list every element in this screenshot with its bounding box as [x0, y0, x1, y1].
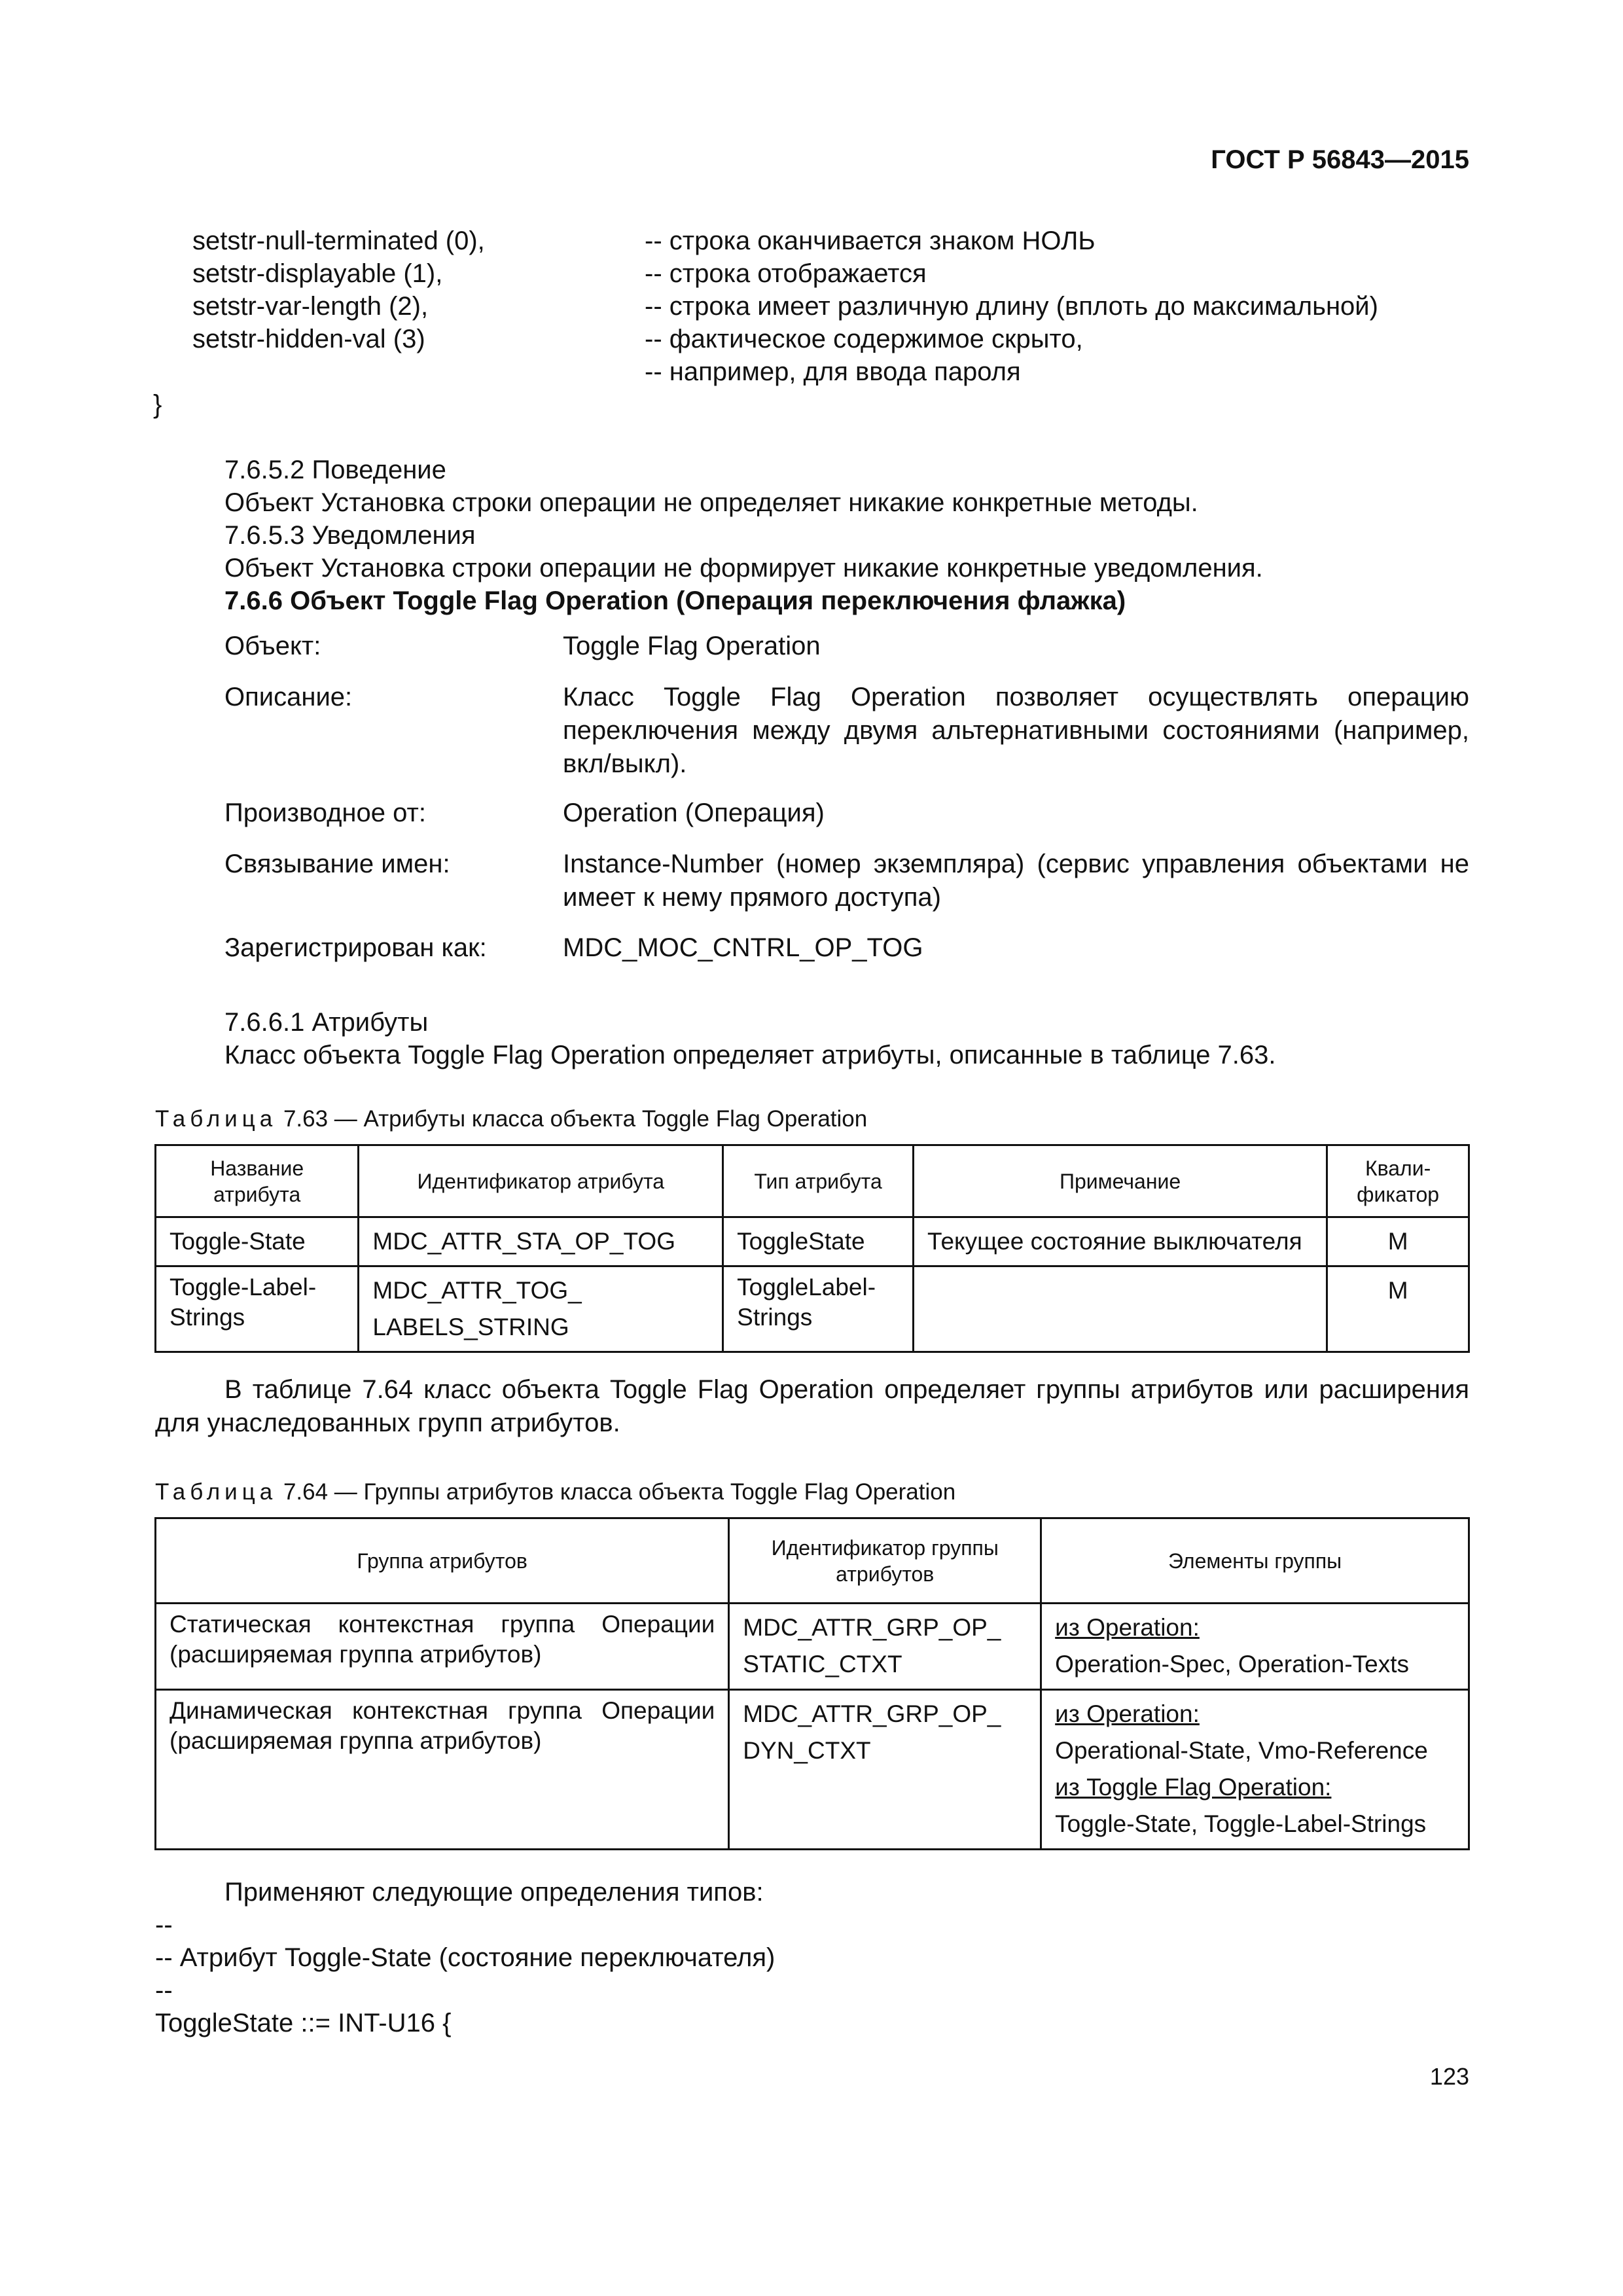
table-cell: Динамическая контекстная группа Операции (расширяемая группа атрибутов)	[156, 1690, 729, 1850]
table-cell: Текущее состояние выключателя	[913, 1217, 1327, 1266]
table-cell	[1041, 1604, 1469, 1690]
definition-value: Operation (Операция)	[563, 798, 825, 827]
table-cell: Статическая контекстная группа Операции (расширяемая группа атрибутов)	[156, 1604, 729, 1690]
type-line: --	[155, 1910, 173, 1939]
code-comment: -- фактическое содержимое скрыто,	[645, 325, 1083, 353]
group-elements: Operation-Spec, Operation-Texts	[1055, 1651, 1410, 1677]
object-heading: 7.6.6 Объект Toggle Flag Operation (Операция переключения флажка)	[224, 586, 1126, 615]
definition-value: Instance-Number (номер экземпляра) (сервис управления объектами не имеет к нему прямого доступа)	[563, 850, 1469, 912]
closing-brace: }	[153, 390, 162, 419]
group-elements: Toggle-State, Toggle-Label-Strings	[1055, 1810, 1427, 1837]
table-caption	[155, 1479, 955, 1505]
types-intro: Применяют следующие определения типов:	[224, 1878, 764, 1907]
table-header-cell: Группа атрибутов	[156, 1518, 729, 1604]
definition-label: Описание:	[224, 683, 353, 711]
definition-value: MDC_MOC_CNTRL_OP_TOG	[563, 933, 923, 962]
group-source: из Operation:	[1055, 1614, 1200, 1641]
table-cell: M	[1327, 1266, 1469, 1352]
document-id: ГОСТ Р 56843—2015	[1211, 145, 1469, 174]
table-header-cell: Идентификатор группы атрибутов	[729, 1518, 1041, 1604]
section-text: Класс объекта Toggle Flag Operation определяет атрибуты, описанные в таблице 7.63.	[224, 1041, 1276, 1069]
table-row	[156, 1266, 1469, 1352]
table-caption	[155, 1106, 867, 1132]
definition-label: Зарегистрирован как:	[224, 933, 487, 962]
section-text: Объект Установка строки операции не формирует никакие конкретные уведомления.	[224, 554, 1263, 583]
table-header-cell: Элементы группы	[1041, 1518, 1469, 1604]
caption-prefix: Таблица	[155, 1106, 277, 1132]
section-title: 7.6.5.3 Уведомления	[224, 521, 476, 550]
group-source: из Operation:	[1055, 1700, 1200, 1727]
code-comment: -- строка оканчивается знаком НОЛЬ	[645, 226, 1096, 255]
table-header-cell: Название атрибута	[156, 1145, 359, 1217]
table-header-row	[156, 1145, 1469, 1217]
type-line: ToggleState ::= INT-U16 {	[155, 2009, 452, 2037]
definition-label: Связывание имен:	[224, 850, 450, 878]
table-row	[156, 1604, 1469, 1690]
table-cell	[1041, 1690, 1469, 1850]
body-paragraph: В таблице 7.64 класс объекта Toggle Flag Operation определяет группы атрибутов или расширения для унаследованных групп атрибутов.	[155, 1375, 1469, 1437]
code-comment: -- например, для ввода пароля	[645, 357, 1021, 386]
table-cell: M	[1327, 1217, 1469, 1266]
code-line: setstr-hidden-val (3)	[192, 325, 425, 353]
table-cell: Toggle-Label-Strings	[156, 1266, 359, 1352]
definition-label: Производное от:	[224, 798, 426, 827]
table-cell: MDC_ATTR_GRP_OP_ STATIC_CTXT	[729, 1604, 1041, 1690]
code-comment: -- строка имеет различную длину (вплоть до максимальной)	[645, 292, 1378, 321]
table-row	[156, 1217, 1469, 1266]
definition-label: Объект:	[224, 632, 321, 660]
table-cell	[913, 1266, 1327, 1352]
table-cell: MDC_ATTR_GRP_OP_ DYN_CTXT	[729, 1690, 1041, 1850]
section-text: Объект Установка строки операции не определяет никакие конкретные методы.	[224, 488, 1198, 517]
table-cell: Toggle-State	[156, 1217, 359, 1266]
section-title: 7.6.5.2 Поведение	[224, 456, 446, 484]
group-source: из Toggle Flag Operation:	[1055, 1774, 1332, 1801]
code-line: setstr-null-terminated (0),	[192, 226, 485, 255]
table-row	[156, 1690, 1469, 1850]
table-header-cell: Квали-фикатор	[1327, 1145, 1469, 1217]
type-line: --	[155, 1976, 173, 2005]
table-cell: ToggleLabel-Strings	[723, 1266, 914, 1352]
table-header-cell: Примечание	[913, 1145, 1327, 1217]
code-comment: -- строка отображается	[645, 259, 927, 288]
group-elements: Operational-State, Vmo-Reference	[1055, 1737, 1428, 1764]
table-cell: ToggleState	[723, 1217, 914, 1266]
caption-text: 7.63 — Атрибуты класса объекта Toggle Flag Operation	[277, 1106, 868, 1132]
table-header-row	[156, 1518, 1469, 1604]
attributes-table	[154, 1144, 1470, 1353]
code-line: setstr-var-length (2),	[192, 292, 429, 321]
table-cell: MDC_ATTR_STA_OP_TOG	[359, 1217, 723, 1266]
attribute-groups-table	[154, 1517, 1470, 1850]
definition-value: Класс Toggle Flag Operation позволяет осуществлять операцию переключения между двумя альтернативными состояниями (например, вкл/выкл).	[563, 683, 1469, 778]
page-number: 123	[1429, 2063, 1469, 2090]
code-line: setstr-displayable (1),	[192, 259, 443, 288]
section-title: 7.6.6.1 Атрибуты	[224, 1008, 429, 1037]
table-header-cell: Идентификатор атрибута	[359, 1145, 723, 1217]
definition-value: Toggle Flag Operation	[563, 632, 821, 660]
table-cell: MDC_ATTR_TOG_ LABELS_STRING	[359, 1266, 723, 1352]
caption-text: 7.64 — Группы атрибутов класса объекта Toggle Flag Operation	[277, 1479, 956, 1505]
caption-prefix: Таблица	[155, 1479, 277, 1505]
type-line: -- Атрибут Toggle-State (состояние переключателя)	[155, 1943, 776, 1972]
table-header-cell: Тип атрибута	[723, 1145, 914, 1217]
